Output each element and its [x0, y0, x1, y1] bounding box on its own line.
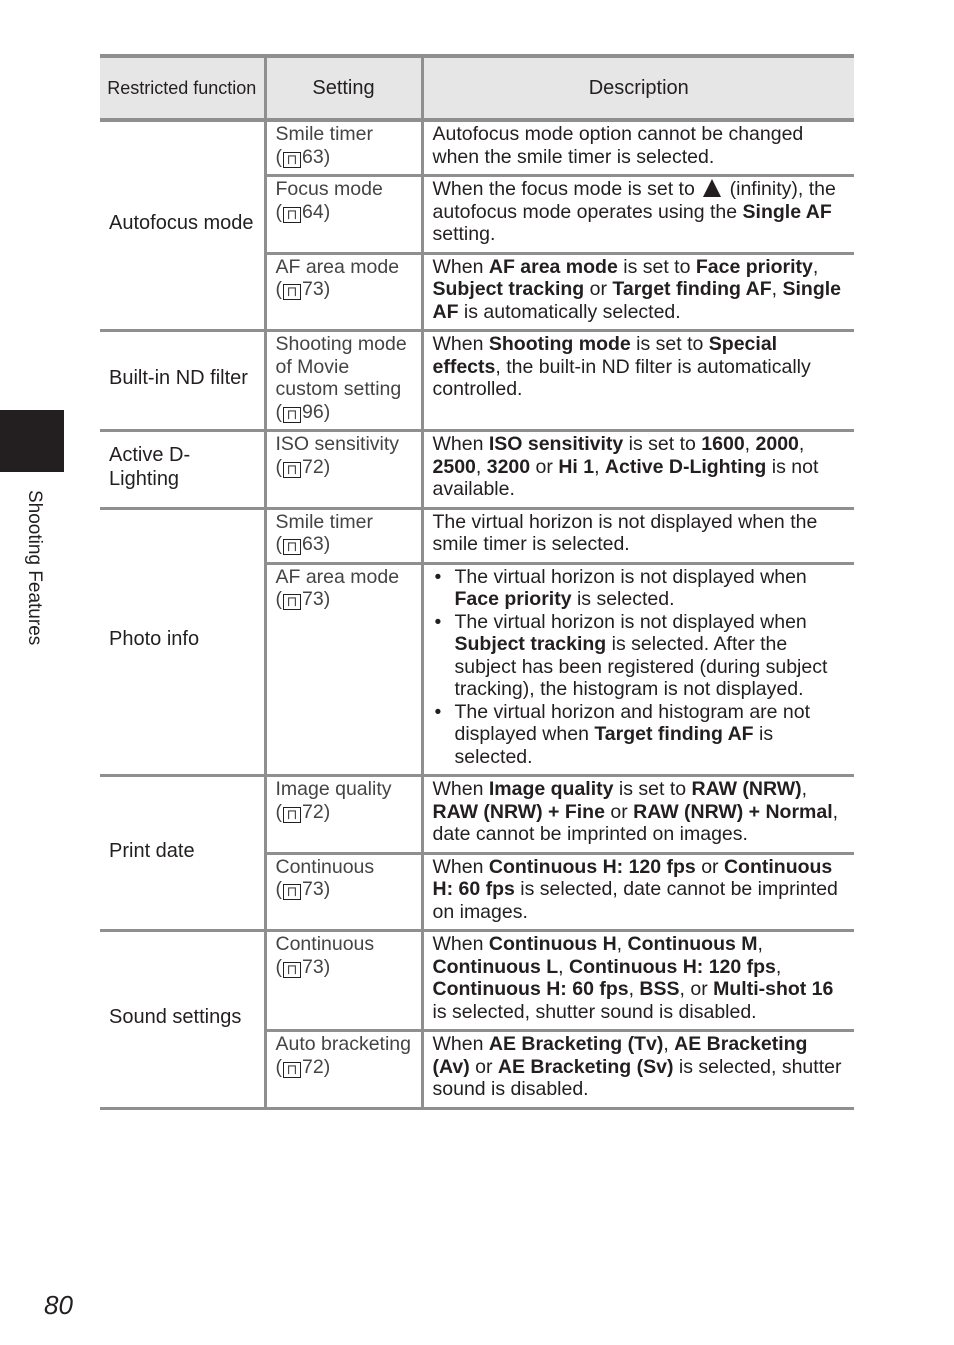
function-cell: Sound settings	[100, 931, 265, 1109]
setting-cell: Smile timer ( ⊓ 63)	[265, 120, 422, 176]
table-header-row	[100, 56, 854, 120]
text-run: is selected. After the subject has been registered (during subject tracking), the histogram is not displayed.	[454, 633, 828, 700]
bullet-list	[433, 566, 847, 769]
header-description: Description	[422, 56, 854, 120]
text-run: , the built-in ND filter is automatically controlled.	[432, 355, 811, 400]
bold-term: Active D-Lighting	[604, 455, 767, 478]
text-run: or	[469, 1055, 498, 1078]
setting-cell: Continuous ( ⊓ 73)	[265, 853, 422, 931]
reference-book-icon: ⊓	[283, 284, 301, 300]
bold-term: RAW (NRW) + Normal	[633, 800, 833, 823]
reference-book-icon: ⊓	[283, 594, 301, 610]
reference-book-icon: ⊓	[283, 884, 301, 900]
text-run: ,	[558, 955, 569, 978]
function-cell: Photo info	[100, 508, 265, 776]
bold-term: 1600	[701, 433, 745, 455]
bold-term: 2500	[432, 455, 476, 478]
section-tab-marker	[0, 410, 64, 472]
text-run: is selected, shutter sound is disabled.	[432, 1000, 757, 1023]
text-run: When	[432, 1033, 489, 1055]
text-run: When	[432, 255, 489, 278]
description-cell	[422, 331, 854, 431]
bullet-item	[455, 701, 847, 769]
text-run: setting.	[432, 223, 496, 245]
bold-term: 3200	[486, 455, 531, 478]
text-run: is set to	[617, 255, 696, 278]
bold-term: Face priority	[454, 588, 572, 610]
bold-term: AE Bracketing (Av)	[432, 1033, 808, 1078]
text-run: is selected.	[571, 588, 675, 610]
text-run: ,	[798, 433, 805, 455]
bold-term: Single AF	[432, 278, 841, 323]
bold-term: Continuous M	[627, 933, 758, 955]
reference-book-icon: ⊓	[283, 407, 301, 423]
setting-name: Continuous	[275, 855, 375, 878]
page-reference: 72	[302, 1055, 324, 1078]
setting-name: AF area mode	[275, 565, 400, 588]
reference-book-icon: ⊓	[283, 462, 301, 478]
text-run: The virtual horizon and histogram are not displayed when	[454, 700, 811, 745]
table-row	[100, 508, 854, 563]
text-run: The virtual horizon is not displayed when the smile timer is selected.	[432, 510, 818, 555]
text-run: , date cannot be imprinted on images.	[432, 800, 839, 845]
setting-cell: Focus mode ( ⊓ 64)	[265, 176, 422, 254]
text-run: When	[432, 855, 489, 878]
bold-term: Subject tracking	[454, 633, 607, 655]
function-cell: Active D-Lighting	[100, 431, 265, 509]
setting-name: Smile timer	[275, 510, 374, 533]
text-run: Autofocus mode option cannot be changed when the smile timer is selected.	[432, 123, 804, 168]
description-cell	[422, 1031, 854, 1109]
setting-name: AF area mode	[275, 255, 400, 278]
text-run: is set to	[613, 778, 692, 800]
setting-name: Auto bracketing	[275, 1033, 412, 1055]
text-run: ,	[771, 278, 783, 300]
setting-name: Image quality	[275, 778, 392, 800]
text-run: ,	[628, 978, 640, 1000]
page-reference: 64	[302, 200, 324, 223]
text-run: is selected, shutter sound is disabled.	[432, 1055, 842, 1100]
bold-term: Continuous L	[432, 955, 559, 978]
section-label: Shooting Features	[24, 490, 45, 646]
text-run: ,	[594, 455, 605, 478]
setting-cell: Shooting mode of Movie custom setting ( ⊓ 96)	[265, 331, 422, 431]
text-run: ,	[812, 255, 819, 278]
page-reference: 73	[302, 878, 324, 900]
text-run: When	[432, 778, 489, 800]
description-cell	[422, 253, 854, 331]
text-run: is automatically selected.	[458, 300, 681, 323]
reference-book-icon: ⊓	[283, 962, 301, 978]
text-run: ,	[663, 1033, 675, 1055]
page-reference: 72	[302, 800, 324, 823]
bold-term: Hi 1	[558, 455, 595, 478]
reference-book-icon: ⊓	[283, 152, 301, 168]
text-run: or	[530, 455, 559, 478]
setting-cell: Smile timer ( ⊓ 63)	[265, 508, 422, 563]
bold-term: Single AF	[742, 200, 832, 223]
reference-book-icon: ⊓	[283, 539, 301, 555]
bold-term: Target finding AF	[594, 723, 754, 745]
setting-name: Continuous	[275, 933, 375, 955]
text-run: is selected, date cannot be imprinted on images.	[432, 878, 838, 923]
setting-cell: ISO sensitivity ( ⊓ 72)	[265, 431, 422, 509]
setting-name: Smile timer	[275, 123, 374, 145]
setting-name: ISO sensitivity	[275, 433, 400, 455]
table-row	[100, 120, 854, 176]
page-reference: 63	[302, 145, 324, 168]
page-reference: 72	[302, 455, 324, 478]
text-run: (infinity), the autofocus mode operates using the	[432, 178, 836, 223]
text-run: When	[432, 333, 489, 355]
table-row	[100, 931, 854, 1031]
setting-cell: AF area mode ( ⊓ 73)	[265, 563, 422, 776]
description-cell	[422, 853, 854, 931]
description-cell	[422, 120, 854, 176]
bold-term: Special effects	[432, 333, 778, 378]
text-run: When	[432, 933, 489, 955]
table-row	[100, 776, 854, 854]
bullet-item	[455, 611, 847, 701]
text-run: ,	[757, 933, 763, 955]
reference-book-icon: ⊓	[283, 1062, 301, 1078]
bullet-item	[455, 566, 847, 611]
description-cell	[422, 431, 854, 509]
setting-cell: Image quality ( ⊓ 72)	[265, 776, 422, 854]
page-reference: 73	[302, 588, 324, 610]
setting-cell: Auto bracketing ( ⊓ 72)	[265, 1031, 422, 1109]
page-reference: 73	[302, 955, 324, 978]
text-run: or	[584, 278, 613, 300]
header-restricted-function: Restricted function	[100, 56, 265, 120]
page-number: 80	[44, 1290, 73, 1320]
bold-term: Image quality	[488, 778, 614, 800]
setting-cell: AF area mode ( ⊓ 73)	[265, 253, 422, 331]
table-row	[100, 331, 854, 431]
bold-term: RAW (NRW)	[691, 778, 802, 800]
bold-term: AE Bracketing (Sv)	[497, 1055, 674, 1078]
function-cell: Autofocus mode	[100, 120, 265, 331]
bold-term: AE Bracketing (Tv)	[488, 1033, 664, 1055]
text-run: When	[432, 433, 489, 455]
text-run: The virtual horizon is not displayed when	[454, 565, 807, 588]
description-cell	[422, 508, 854, 563]
bold-term: Continuous H: 60 fps	[432, 978, 629, 1000]
bold-term: AF area mode	[488, 255, 618, 278]
page-reference: 63	[302, 533, 324, 555]
table-row	[100, 431, 854, 509]
description-cell	[422, 176, 854, 254]
bold-term: Continuous H: 120 fps	[568, 955, 776, 978]
bold-term: BSS	[639, 978, 680, 1000]
reference-book-icon: ⊓	[283, 207, 301, 223]
reference-book-icon: ⊓	[283, 807, 301, 823]
text-run: is set to	[630, 333, 709, 355]
setting-cell: Continuous ( ⊓ 73)	[265, 931, 422, 1031]
function-cell: Print date	[100, 776, 265, 931]
description-cell	[422, 563, 854, 776]
text-run: ,	[744, 433, 756, 455]
bold-term: Multi-shot 16	[713, 978, 834, 1000]
bold-term: Continuous H: 60 fps	[432, 855, 833, 900]
text-run: or	[695, 855, 724, 878]
bold-term: Target finding AF	[612, 278, 772, 300]
page-reference: 96	[302, 400, 324, 423]
setting-name: Focus mode	[275, 178, 383, 200]
bold-term: Face priority	[695, 255, 813, 278]
page-reference: 73	[302, 278, 324, 300]
bold-term: 2000	[755, 433, 799, 455]
mountain-icon	[703, 179, 721, 197]
restrictions-table	[100, 54, 854, 1110]
function-cell: Built-in ND filter	[100, 331, 265, 431]
text-run: ,	[775, 955, 782, 978]
text-run: is not available.	[432, 455, 819, 500]
header-setting: Setting	[265, 56, 422, 120]
text-run: When the focus mode is set to	[432, 178, 701, 200]
setting-name: Shooting mode of Movie custom setting	[275, 333, 407, 400]
text-run: ,	[801, 778, 808, 800]
text-run: , or	[679, 978, 714, 1000]
bold-term: Continuous H: 120 fps	[488, 855, 696, 878]
bold-term: Subject tracking	[432, 278, 585, 300]
text-run: ,	[616, 933, 628, 955]
bold-term: Shooting mode	[488, 333, 631, 355]
bold-term: RAW (NRW) + Fine	[432, 800, 605, 823]
bold-term: Continuous H	[488, 933, 617, 955]
text-run: is selected.	[454, 723, 774, 768]
text-run: The virtual horizon is not displayed when	[454, 610, 807, 633]
text-run: ,	[475, 455, 487, 478]
description-cell	[422, 931, 854, 1031]
bold-term: ISO sensitivity	[488, 433, 624, 455]
text-run: is set to	[623, 433, 702, 455]
description-cell	[422, 776, 854, 854]
text-run: or	[604, 800, 634, 823]
